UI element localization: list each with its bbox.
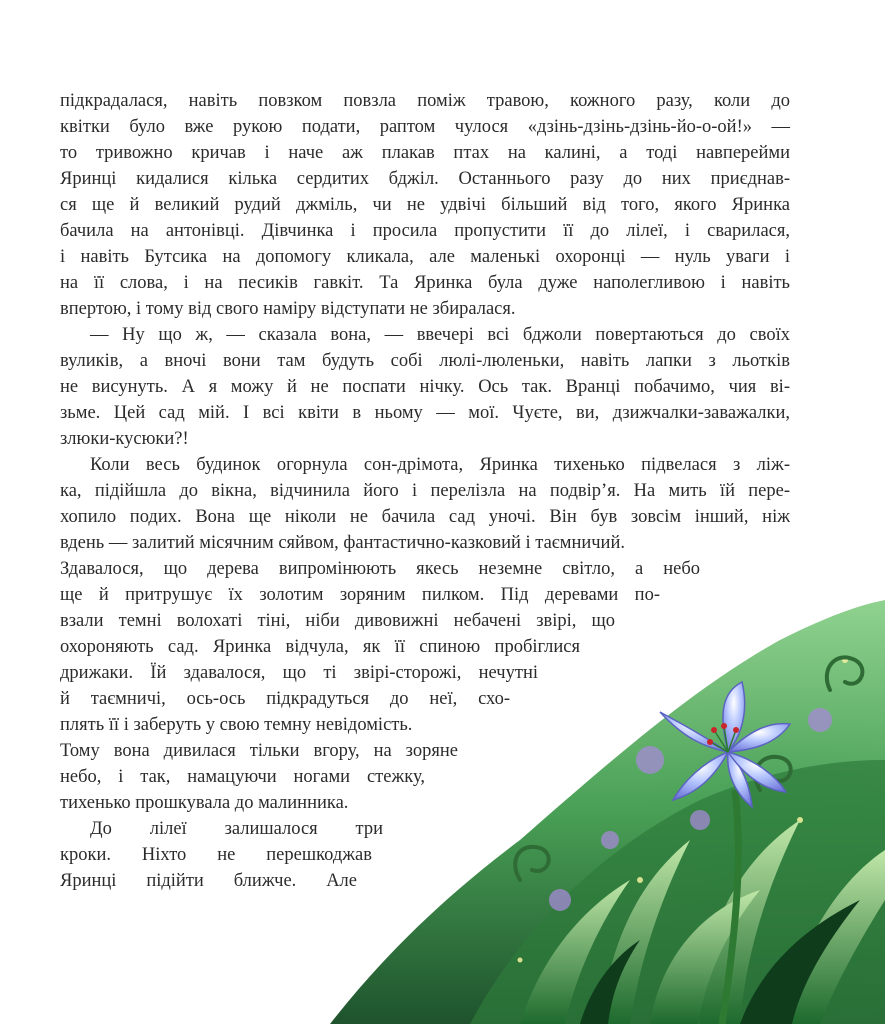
text-line: не висунуть. А я можу й не поспати нічку. Ось так. Вранці побачимо, чия ві- bbox=[60, 377, 790, 397]
text-line: квітки було вже рукою подати, раптом чулося «дзінь-дзінь-дзінь-йо-о-ой!» — bbox=[60, 117, 790, 137]
text-line: дрижаки. Їй здавалося, що ті звірі-сторожі, нечутні bbox=[60, 663, 538, 683]
text-line: ся ще й великий рудий джміль, чи не удвічі більший від того, якого Яринка bbox=[60, 195, 790, 215]
text-line: злюки-кусюки?! bbox=[60, 429, 189, 449]
text-line: плять її і заберуть у свою темну невідомість. bbox=[60, 715, 413, 735]
text-line: До лілеї залишалося три bbox=[90, 819, 383, 839]
text-line: хопило подих. Вона ще ніколи не бачила сад уночі. Він був зовсім інший, ніж bbox=[60, 507, 790, 527]
text-line: підкрадалася, навіть повзком повзла поміж травою, кожного разу, коли до bbox=[60, 91, 790, 111]
text-line: то тривожно кричав і наче аж плакав птах на калині, а тоді навперейми bbox=[60, 143, 790, 163]
text-line: впертою, і тому від свого наміру відступати не збиралася. bbox=[60, 299, 516, 319]
text-line: охороняють сад. Яринка відчула, як її спиною пробіглися bbox=[60, 637, 580, 657]
text-line: — Ну що ж, — сказала вона, — ввечері всі бджоли повертаються до своїх bbox=[90, 325, 790, 345]
text-line: Здавалося, що дерева випромінюють якесь неземне світло, а небо bbox=[60, 559, 700, 579]
text-line: Яринці підійти ближче. Але bbox=[60, 871, 357, 891]
text-line: тихенько прошкувала до малинника. bbox=[60, 793, 349, 813]
text-line: Яринці кидалися кілька сердитих бджіл. Останнього разу до них приєднав- bbox=[60, 169, 790, 189]
text-line: вдень — залитий місячним сяйвом, фантастично-казковий і таємничий. bbox=[60, 533, 625, 553]
text-line: взали темні волохаті тіні, ніби дивовижні небачені звірі, що bbox=[60, 611, 615, 631]
text-line: на її слова, і на песиків гавкіт. Та Яринка була дуже наполегливою і навіть bbox=[60, 273, 790, 293]
text-line: і навіть Бутсика на допомогу кликала, але маленькі охоронці — нуль уваги і bbox=[60, 247, 790, 267]
text-line: й таємничі, ось-ось підкрадуться до неї, схо- bbox=[60, 689, 510, 709]
text-line: бачила на антонівці. Дівчинка і просила пропустити її до лілеї, і сварилася, bbox=[60, 221, 790, 241]
text-line: кроки. Ніхто не перешкоджав bbox=[60, 845, 372, 865]
text-line: ка, підійшла до вікна, відчинила його і перелізла на подвір’я. На мить їй пере- bbox=[60, 481, 790, 501]
text-line: небо, і так, намацуючи ногами стежку, bbox=[60, 767, 425, 787]
text-line: Коли весь будинок огорнула сон-дрімота, Яринка тихенько підвелася з ліж- bbox=[90, 455, 790, 475]
text-line: ще й притрушує їх золотим зоряним пилком. Під деревами по- bbox=[60, 585, 660, 605]
text-line: вуликів, а вночі вони там будуть собі люлі-люленьки, навіть лапки з льотків bbox=[60, 351, 790, 371]
text-line: зьме. Цей сад мій. І всі квіти в ньому — мої. Чуєте, ви, дзижчалки-заважалки, bbox=[60, 403, 790, 423]
text-line: Тому вона дивилася тільки вгору, на зоряне bbox=[60, 741, 458, 761]
